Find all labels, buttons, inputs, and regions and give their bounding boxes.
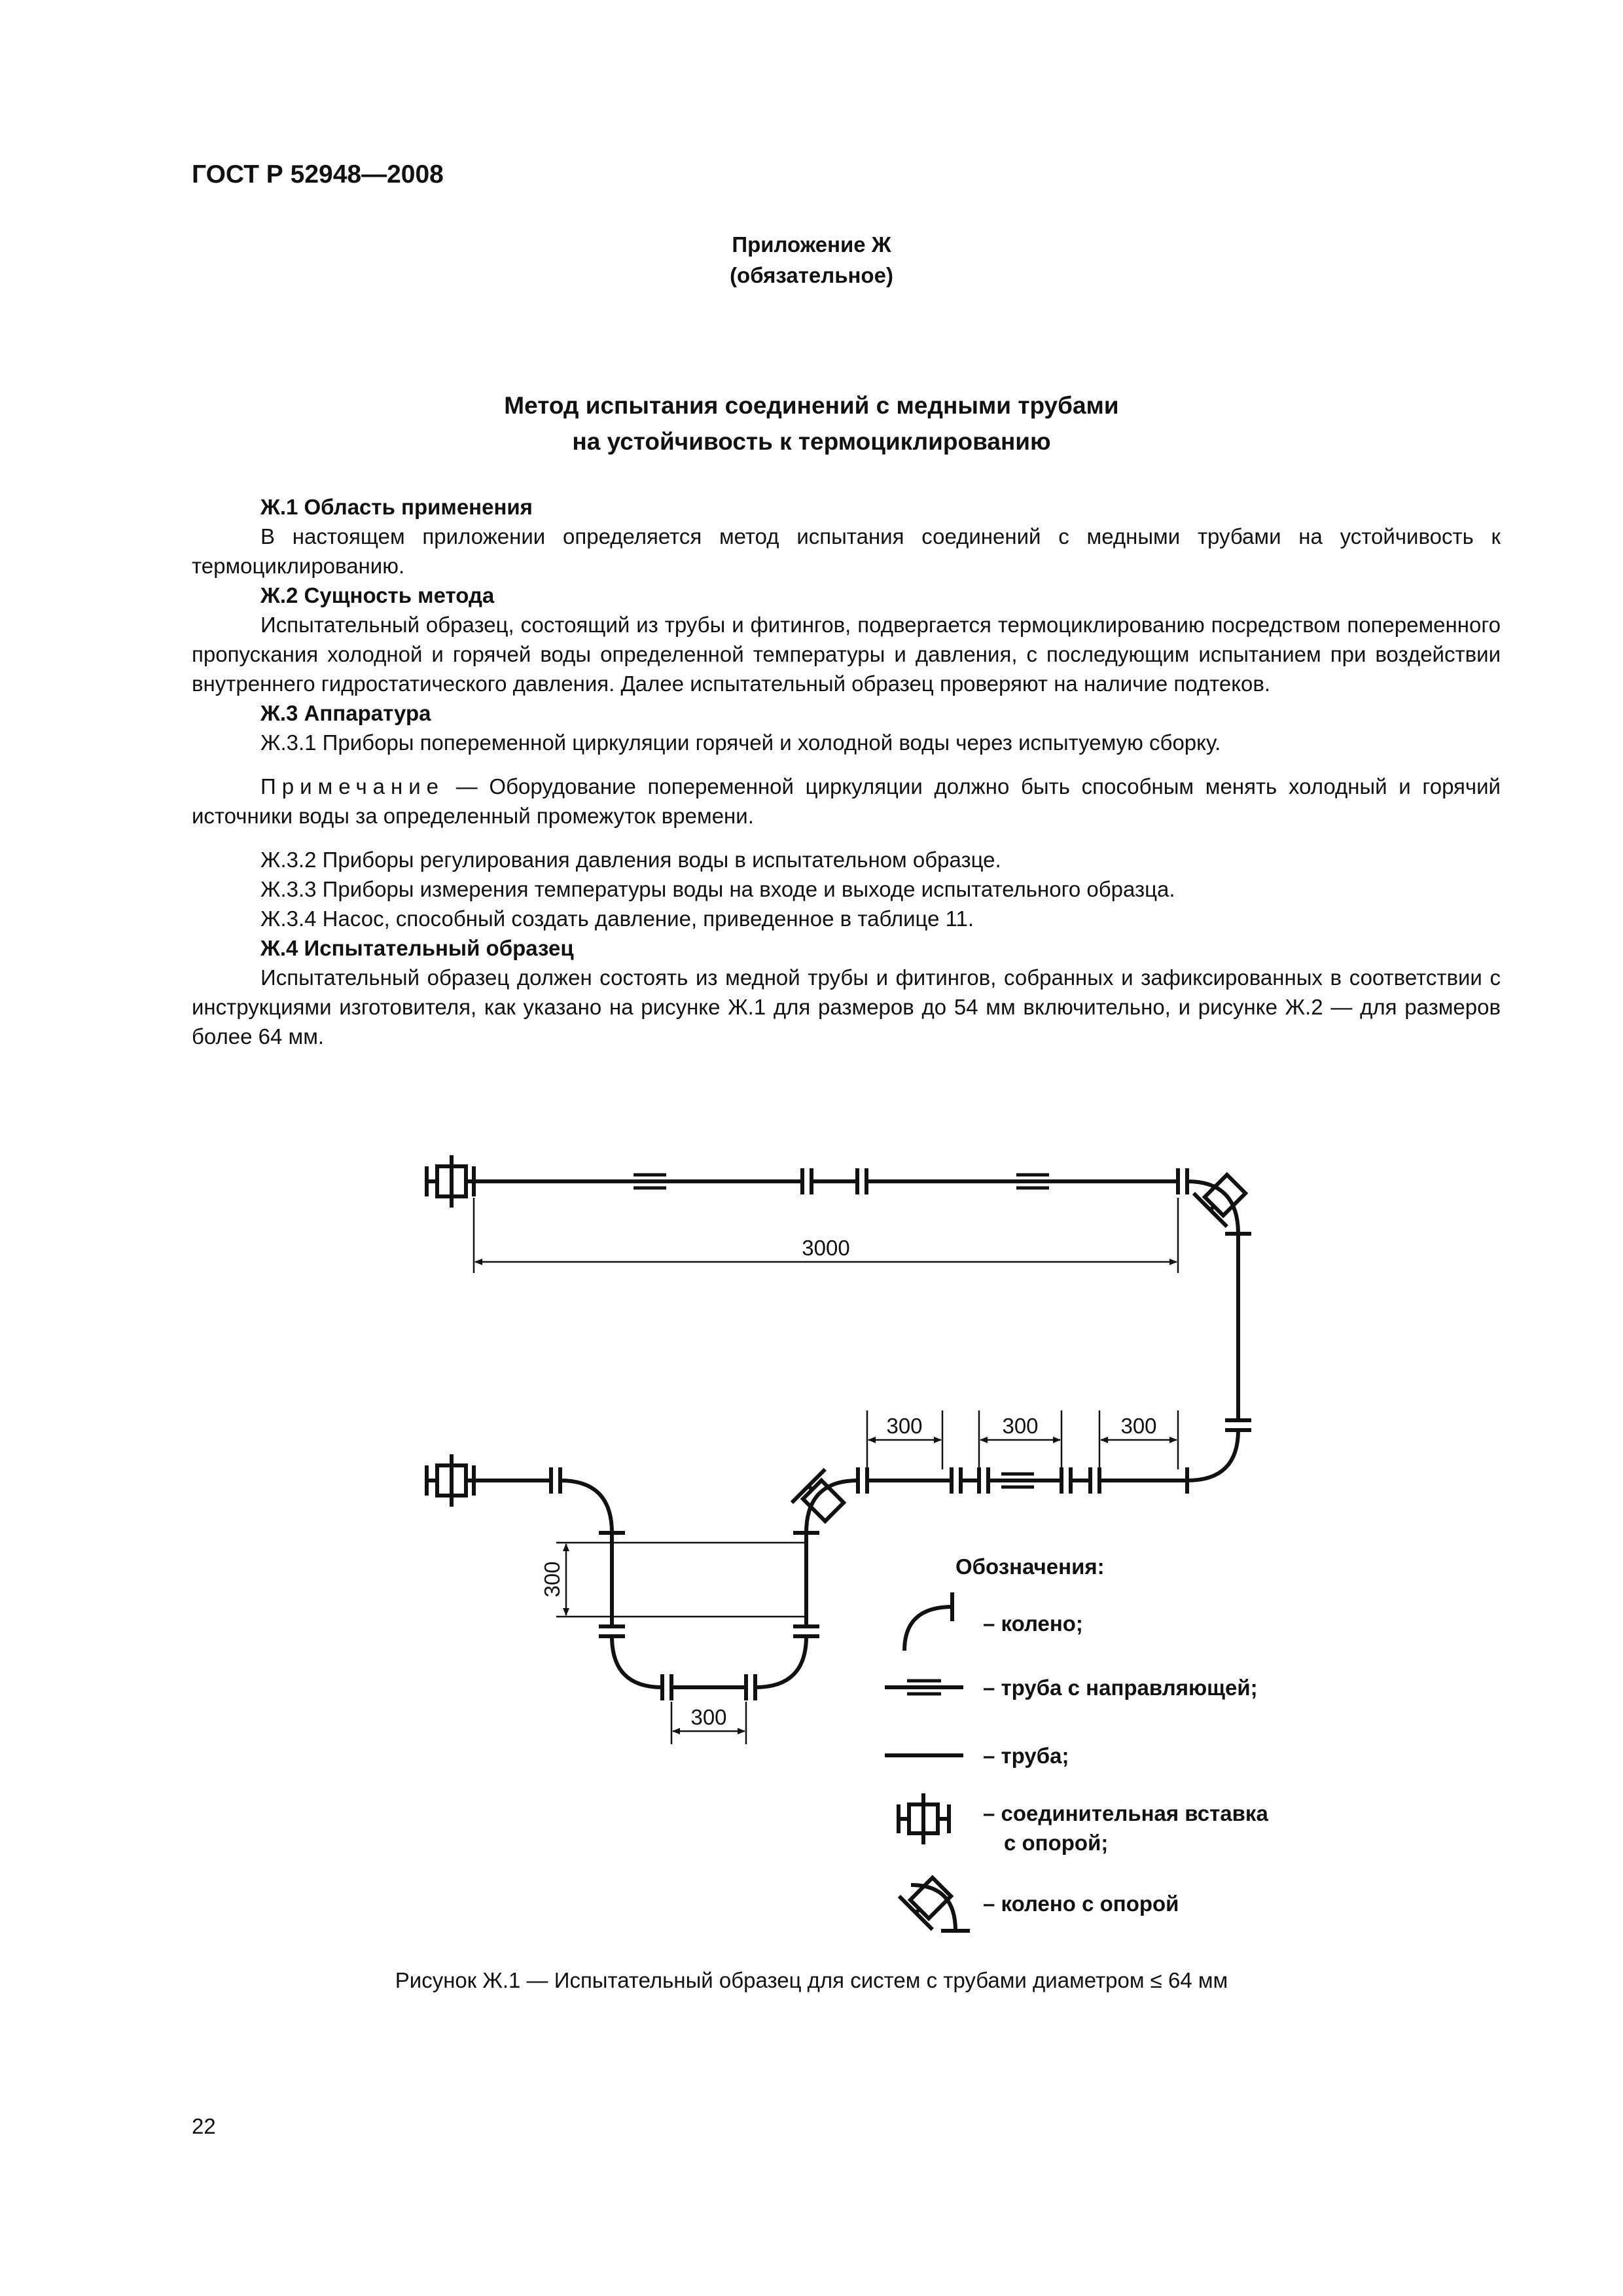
insert-with-support-top-left (427, 1155, 474, 1208)
section-3-3: Ж.3.3 Приборы измерения температуры воды на входе и выходе испытательного образца. (260, 877, 1175, 901)
legend-elbow-support-symbol (899, 1871, 970, 1931)
legend-elbow-label: – колено; (983, 1611, 1083, 1636)
section-3-4: Ж.3.4 Насос, способный создать давление, приведенное в таблице 11. (260, 906, 974, 931)
dimension-300-a: 300 (886, 1414, 923, 1438)
legend-guided-pipe-label: – труба с направляющей; (983, 1676, 1258, 1700)
legend-insert-symbol (899, 1793, 949, 1844)
legend-title: Обозначения: (955, 1554, 1105, 1579)
section-2-heading: Ж.2 Сущность метода (260, 583, 495, 607)
section-3-2: Ж.3.2 Приборы регулирования давления воды в испытательном образце. (260, 848, 1001, 872)
legend-insert-label-1: – соединительная вставка (983, 1801, 1268, 1825)
appendix-status: (обязательное) (730, 263, 893, 287)
dimension-300-b: 300 (1002, 1414, 1039, 1438)
title-line-2: на устойчивость к термоциклированию (572, 428, 1051, 455)
section-3-1: Ж.3.1 Приборы попеременной циркуляции горячей и холодной воды через испытуемую сборку. (260, 730, 1221, 755)
section-1-text: В настоящем приложении определяется метод испытания соединений с медными трубами на устойчивость к термоциклированию. (192, 524, 1501, 578)
section-1-heading: Ж.1 Область применения (260, 495, 533, 519)
legend-elbow-symbol (904, 1607, 952, 1651)
section-4-text: Испытательный образец должен состоять из медной трубы и фитингов, собранных и зафиксированных в соответствии с инструкциями изготовителя, как указано на рисунке Ж.1 для размеров до 54 мм включительно, и рисунке Ж.2 — для размеров более 64 мм. (192, 965, 1501, 1049)
elbow-bottom-left (612, 1636, 662, 1687)
legend-guided-pipe-symbol (885, 1681, 963, 1694)
figure-caption: Рисунок Ж.1 — Испытательный образец для систем с трубами диаметром ≤ 64 мм (395, 1968, 1228, 1992)
legend-insert-label-2: с опорой; (1004, 1831, 1109, 1855)
appendix-label: Приложение Ж (732, 232, 891, 257)
elbow-bottom-right (755, 1636, 806, 1687)
elbow-left-upper (560, 1480, 612, 1533)
dimension-3000: 3000 (802, 1236, 850, 1260)
legend-pipe-label: – труба; (983, 1744, 1069, 1768)
section-2-text: Испытательный образец, состоящий из трубы и фитингов, подвергается термоциклированию посредством попеременного пропускания холодной и горячей воды определенной температуры и давления, с последующим испытанием при воздействии внутреннего гидростатического давления. Далее испытательный образец проверяют на наличие подтеков. (192, 613, 1501, 696)
elbow-right-lower (1187, 1430, 1238, 1480)
title-line-1: Метод испытания соединений с медными трубами (504, 392, 1119, 419)
section-4-heading: Ж.4 Испытательный образец (260, 936, 574, 960)
page-number: 22 (192, 2114, 216, 2138)
legend-elbow-support-label: – колено с опорой (983, 1892, 1179, 1916)
note-label: Примечание (260, 774, 445, 798)
note-text: — Оборудование попеременной циркуляции должно быть способным менять холодный и горячий источники воды за определенный промежуток времени. (192, 774, 1501, 828)
section-3-heading: Ж.3 Аппаратура (260, 701, 431, 725)
document-code: ГОСТ Р 52948—2008 (192, 160, 444, 188)
dimension-300-e: 300 (690, 1705, 727, 1729)
dimension-300-d: 300 (540, 1561, 564, 1598)
insert-with-support-middle-left (427, 1454, 474, 1507)
dimension-300-c: 300 (1120, 1414, 1157, 1438)
elbow-with-support-middle (792, 1469, 851, 1529)
